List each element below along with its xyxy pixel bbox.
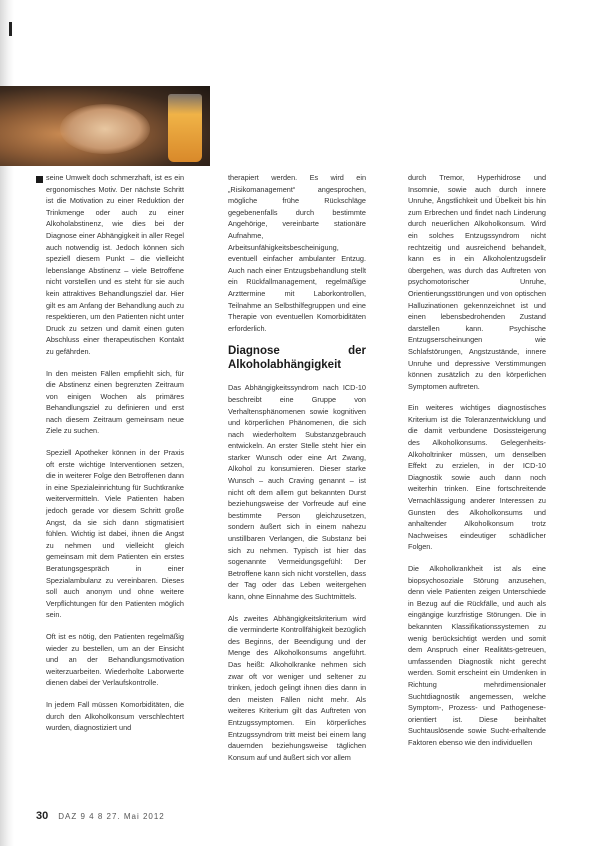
paragraph: Oft ist es nötig, den Patienten regelmäßig wieder zu bestellen, um an der Einsicht und an der Behandlungsmotivation weiterzuarbeiten. Wiederholte Laborwerte dienen dabei der Verlaufskontrolle.: [46, 631, 184, 688]
scan-mark: [9, 22, 12, 36]
text-column-3: [408, 172, 546, 759]
continuation-marker: [36, 176, 43, 183]
page-footer: [36, 810, 165, 822]
paragraph: seine Umwelt doch schmerzhaft, ist es ein ergonomisches Motiv. Der nächste Schritt ist die Motivation zu einer Reduktion der Trinkmenge oder auch zu einer Alkoholabstinenz, wie dies bei der Diagnose einer Abhängigkeit in aller Regel auch notwendig ist. Jedoch können sich speziell diesem Punkt – die vielleicht lebenslange Abstinenz – viele Betroffene nicht vorstellen und es steht für sie auch kein attraktives Behandlungsziel dar. Hier gilt es am Anfang der Behandlung auch zu respektieren, um den Patienten nicht unter Druck zu setzen und damit einen guten Abschluss einer therapeutischen Kontakt zu gefährden.: [46, 173, 184, 356]
paragraph: durch Tremor, Hyperhidrose und Insomnie, sowie auch durch innere Unruhe, Ängstlichkeit und Übelkeit bis hin zum Erbrechen und findet nach Linderung durch neuerlichen Alkoholkonsum. Wird ein solches Entzugssyndrom nicht rechtzeitig und ausreichend behandelt, kann es in ein Alkoholentzugsdelir übergehen, was durch das Auftreten von psychomotorischer Unruhe, Orientierungsstörungen und von optischen Halluzinationen gekennzeichnet ist und einen lebensbedrohenden Zustand darstellen kann. Psychische Entzugserscheinungen wie Schlafstörungen, Angstzustände, innere Unruhe und depressive Verstimmungen können zusätzlich zu den körperlichen Symptomen auftreten.: [408, 173, 546, 391]
section-heading: Diagnose der Alkoholabhängigkeit: [228, 345, 366, 372]
paragraph: In jedem Fall müssen Komorbiditäten, die durch den Alkoholkonsum verschlechtert wurden, diagnostiziert und: [46, 699, 184, 733]
paragraph: therapiert werden. Es wird ein „Risikomanagement“ angesprochen, mögliche frühe Rückschläge gegebenenfalls durch bestimmte Angehörige, vereinbarte stationäre Aufnahme, Arbeitsunfähigkeitsbescheinigung, eventuell einfacher ambulanter Entzug. Auch nach einer Entzugsbehandlung stellt ein Rückfallmanagement, regelmäßige Arzttermine mit Laborkontrollen, Teilnahme an Selbsthilfegruppen und eine Therapie von eventuellen Komorbiditäten erforderlich.: [228, 173, 366, 333]
text-column-1: [46, 172, 184, 744]
paragraph: Die Alkoholkrankheit ist als eine biopsychosoziale Störung anzusehen, denn viele Patienten zeigen Unterschiede in Bezug auf die Rückfälle, und auch als eingängige kurzfristige Störungen. Die in bekannten Klassifikationssystemen zu wenig berücksichtigt werden und somit dem Anspruch einer Realitäts-getreuen, umfassenden Diagnostik nicht gerecht werden. Somit erscheint ein Umdenken in Richtung mehrdimensionaler Suchtdiagnostik angemessen, welche Symptom-, Prozess- und Pathogenese-orientiert ist. Diese beinhaltet Suchtauslösende sowie Sucht-erhaltende Faktoren ebenso wie den individuellen: [408, 564, 546, 747]
paragraph: Als zweites Abhängigkeitskriterium wird die verminderte Kontrollfähigkeit bezüglich des Beginns, der Beendigung und der Menge des Alkoholkonsums angeführt. Das heißt: Alkoholkranke nehmen sich zwar oft vor weniger und seltener zu trinken, jedoch gelingt ihnen dies dann in den meisten Fällen nicht mehr. Als weiteres Kriterium gilt das Auftreten von Entzugssymptomen. Ein körperliches Entzugssyndrom tritt meist bei einem lang dauernden beziehungsweise täglichen Konsum auf und äußert sich vor allem: [228, 613, 366, 762]
paragraph: Ein weiteres wichtiges diagnostisches Kriterium ist die Toleranzentwicklung und die damit verbundene Dosissteigerung des Alkoholkonsums. Gelegenheits-Alkoholtrinker müssen, um denselben Effekt zu erzielen, in der ICD-10 Diagnostik sowie auch dann noch weiterhin trinken. Eine fortschreitende Vernachlässigung anderer Interessen zu Gunsten des Alkoholkonsums und anhaltender Alkoholkonsum trotz Nachweises eindeutiger schädlicher Folgen.: [408, 403, 546, 552]
page-number: 30: [36, 810, 49, 822]
paragraph: In den meisten Fällen empfiehlt sich, für die Abstinenz einen begrenzten Zeitraum von einigen Wochen als primäres Behandlungsziel zu definieren und erst nach diesem Zeitraum gemeinsam neue Ziele zu suchen.: [46, 368, 184, 436]
paragraph: Speziell Apotheker können in der Praxis oft erste wichtige Interventionen setzen, die in weiterer Folge den Betroffenen dann in eine Spezialeinrichtung für Suchtkranke weitervermitteln. Viele Patienten haben jedoch gerade vor diesem Schritt große Angst, da sie sich dann stigmatisiert fühlen. Wichtig ist dabei, ihnen die Angst zu nehmen und vielleicht gleich gemeinsam mit dem Patienten ein erstes Beratungsgespräch in einer Spezialambulanz zu vereinbaren. Dieses soll auch anonym und ohne weitere Verpflichtungen für den Patienten möglich sein.: [46, 448, 184, 620]
paragraph: Das Abhängigkeitssyndrom nach ICD-10 beschreibt eine Gruppe von Verhaltensphänomenen sowie kognitiven und körperlichen Phänomenen, die sich nach wiederholtem Substanzgebrauch entwickeln. An erster Stelle steht hier ein starker Wunsch oder eine Art Zwang, Alkohol zu konsumieren. Dieser starke Wunsch – auch Craving genannt – ist nicht oft dem allem gut bekannten Durst beziehungsweise der Vorfreude auf eine bestimmte Person gleichzusetzen, sondern äußert sich in einem nahezu unstillbaren Verlangen, die Substanz bei sich zu nehmen. Typisch ist hier das sogenannte Vermeidungsgefühl: Der Betroffene kann sich nicht vorstellen, dass der Tag oder das Leben weitergehen kann, ohne Einnahme des Suchtmittels.: [228, 383, 366, 601]
photo-beer-glass: [168, 94, 202, 162]
article-photo-hand-with-glass: [0, 86, 210, 166]
text-column-2: [228, 172, 366, 773]
photo-hand: [60, 104, 150, 154]
issue-line: DAZ 9 4 8 27. Mai 2012: [58, 812, 165, 821]
